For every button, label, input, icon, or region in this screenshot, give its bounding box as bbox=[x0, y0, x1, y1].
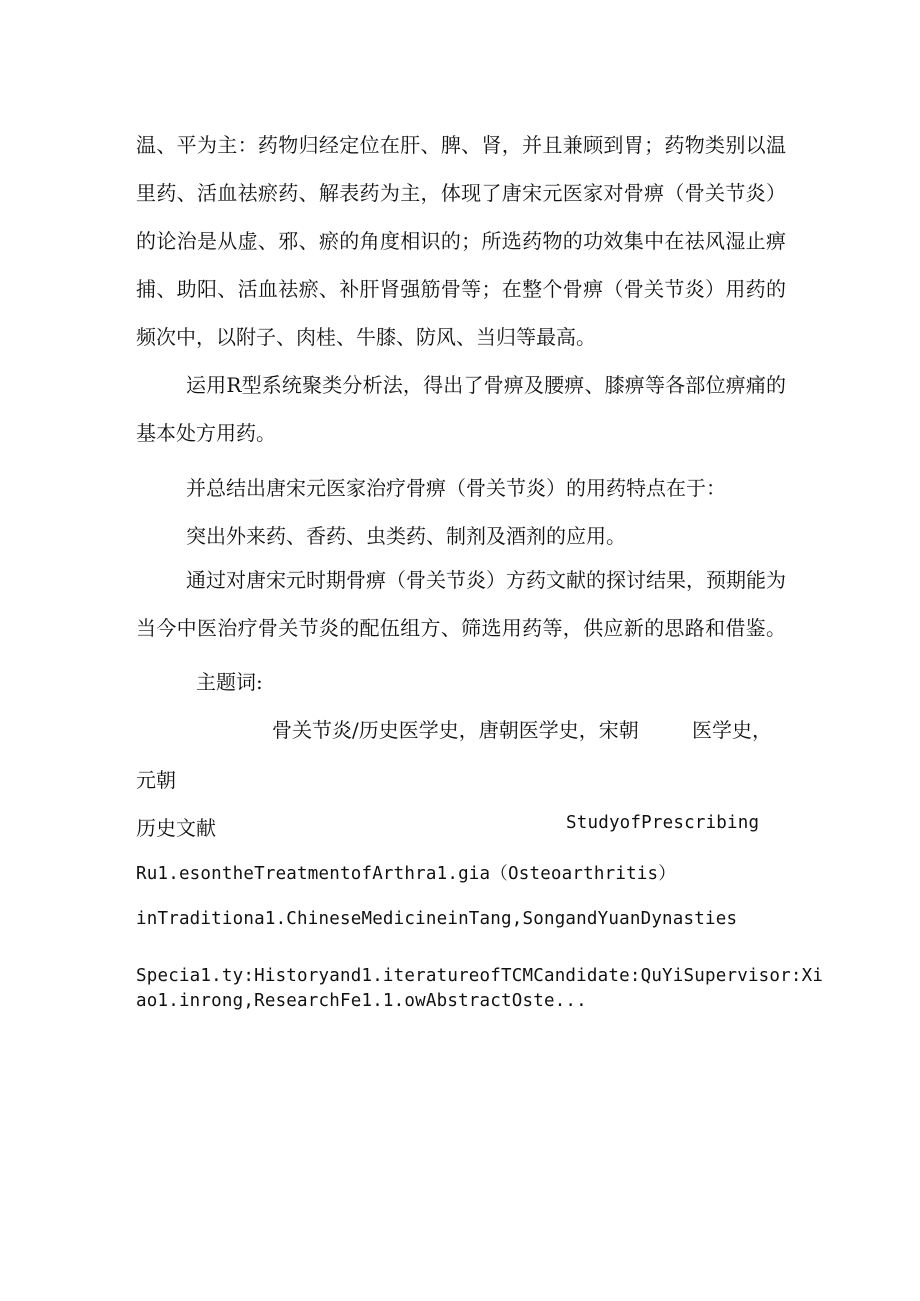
paragraph-line: 频次中，以附子、肉桂、牛膝、防风、当归等最高。 bbox=[136, 325, 596, 349]
paragraph-line: 通过对唐宋元时期骨痹（骨关节炎）方药文献的探讨结果，预期能为 bbox=[186, 568, 786, 592]
english-title-line1: Ru1.esontheTreatmentofArthra1.gia（Osteoarthritis） bbox=[136, 864, 676, 884]
english-abstract-line1: Specia1.ty:Historyand1.iteratureofTCMCandidate:QuYiSupervisor:Xi bbox=[136, 966, 824, 986]
keywords-line2: 元朝 bbox=[136, 768, 176, 792]
paragraph-line: 运用R型系统聚类分析法，得出了骨痹及腰痹、膝痹等各部位痹痛的 bbox=[186, 373, 786, 397]
paragraph-line: 的论治是从虚、邪、瘀的角度相识的；所选药物的功效集中在祛风湿止痹 bbox=[136, 229, 786, 253]
paragraph-line: 里药、活血祛瘀药、解表药为主，体现了唐宋元医家对骨痹（骨关节炎） bbox=[136, 181, 786, 205]
paragraph-characteristics: 并总结出唐宋元医家治疗骨痹（骨关节炎）的用药特点在于： bbox=[186, 476, 726, 500]
english-title-start: StudyofPrescribing bbox=[566, 813, 760, 833]
paragraph-summary bbox=[136, 121, 786, 361]
keywords-label: 主题词: bbox=[196, 670, 263, 694]
keywords-line1-b: 医学史， bbox=[692, 718, 772, 742]
paragraph-line: 当今中医治疗骨关节炎的配伍组方、筛选用药等，供应新的思路和借鉴。 bbox=[136, 616, 786, 640]
keywords-line1-a: 骨关节炎/历史医学史，唐朝医学史，宋朝 bbox=[272, 718, 639, 742]
paragraph-line: 基本处方用药。 bbox=[136, 421, 276, 445]
paragraph-line: 捕、助阳、活血祛瘀、补肝肾强筋骨等；在整个骨痹（骨关节炎）用药的 bbox=[136, 277, 786, 301]
paragraph-line: 温、平为主：药物归经定位在肝、脾、肾，并且兼顾到胃；药物类别以温 bbox=[136, 133, 786, 157]
english-abstract-line2: ao1.inrong,ResearchFe1.1.owAbstractOste... bbox=[136, 991, 587, 1011]
english-title-line2: inTraditiona1.ChineseMedicineinTang,SongandYuanDynasties bbox=[136, 909, 738, 929]
keywords-line3: 历史文献 bbox=[136, 816, 216, 840]
paragraph-conclusion bbox=[136, 556, 786, 652]
paragraph-highlights: 突出外来药、香药、虫类药、制剂及酒剂的应用。 bbox=[186, 524, 626, 548]
paragraph-cluster-analysis bbox=[136, 361, 786, 457]
